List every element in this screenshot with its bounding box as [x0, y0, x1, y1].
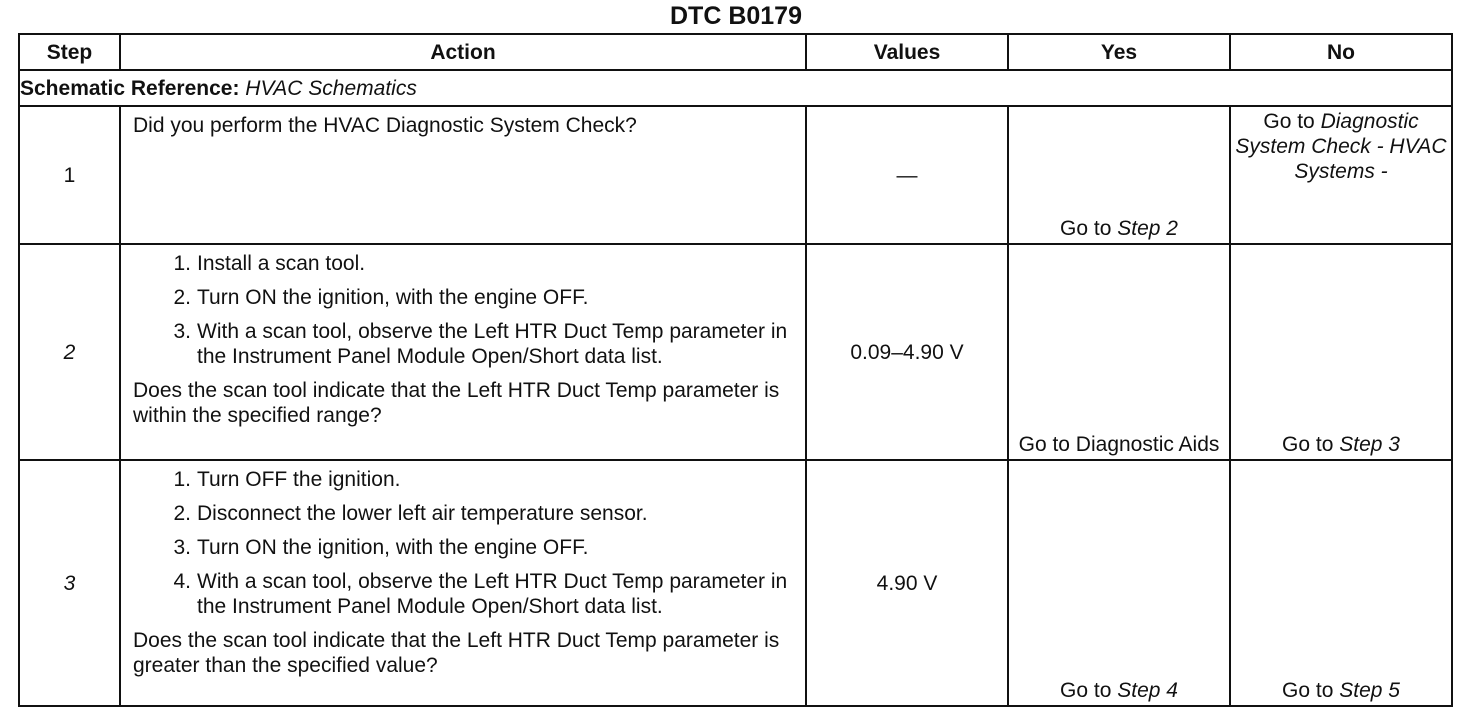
table-row-step-3 [19, 460, 1452, 706]
yes-prefix: Go to [1060, 217, 1112, 240]
no-cell [1230, 106, 1452, 244]
no-prefix: Go to [1263, 110, 1315, 133]
action-question: Does the scan tool indicate that the Left HTR Duct Temp parameter is greater than the specified value? [133, 629, 780, 677]
no-prefix: Go to [1282, 433, 1334, 456]
list-item: 3. With a scan tool, observe the Left HTR Duct Temp parameter in the Instrument Panel Module Open/Short data list. [173, 320, 788, 368]
no-cell [1230, 244, 1452, 460]
table-row-step-1 [19, 106, 1452, 244]
step-number: 2 [19, 244, 120, 460]
list-item: 3. Turn ON the ignition, with the engine OFF. [173, 536, 589, 559]
table-row-step-2 [19, 244, 1452, 460]
action-cell [120, 106, 806, 244]
action-question: Did you perform the HVAC Diagnostic System Check? [133, 114, 637, 137]
yes-cell [1008, 106, 1230, 244]
column-header-no: No [1230, 34, 1452, 70]
document-title: DTC B0179 [670, 2, 802, 30]
list-item: 2. Turn ON the ignition, with the engine OFF. [173, 286, 589, 309]
action-cell [120, 460, 806, 706]
no-step-link[interactable]: Diagnostic System Check - HVAC Systems - [1235, 110, 1447, 183]
yes-cell [1008, 244, 1230, 460]
step-number: 3 [19, 460, 120, 706]
schematic-reference [19, 70, 1452, 106]
schematic-reference-link[interactable]: HVAC Schematics [245, 76, 417, 100]
action-question: Does the scan tool indicate that the Left HTR Duct Temp parameter is within the specified range? [133, 379, 780, 427]
yes-prefix: Go to [1060, 679, 1112, 702]
list-item: 1. Turn OFF the ignition. [173, 468, 401, 491]
yes-cell [1008, 460, 1230, 706]
no-step-link[interactable]: Step 3 [1339, 433, 1400, 456]
no-step-link[interactable]: Step 5 [1339, 679, 1400, 702]
substep-list [133, 467, 795, 619]
value-cell: — [806, 106, 1008, 244]
no-prefix: Go to [1282, 679, 1334, 702]
no-cell [1230, 460, 1452, 706]
yes-step-link[interactable]: Step 4 [1117, 679, 1178, 702]
diagnostic-table [18, 33, 1453, 707]
yes-step-link[interactable]: Go to Diagnostic Aids [1018, 433, 1220, 456]
step-number: 1 [19, 106, 120, 244]
yes-step-link[interactable]: Step 2 [1117, 217, 1178, 240]
substep-list [133, 251, 795, 369]
list-item: 2. Disconnect the lower left air temperature sensor. [173, 502, 648, 525]
column-header-yes: Yes [1008, 34, 1230, 70]
column-header-values: Values [806, 34, 1008, 70]
schematic-reference-row [19, 70, 1452, 106]
column-header-step: Step [19, 34, 120, 70]
list-item: 4. With a scan tool, observe the Left HTR Duct Temp parameter in the Instrument Panel Module Open/Short data list. [173, 570, 788, 618]
action-cell [120, 244, 806, 460]
value-cell: 0.09–4.90 V [806, 244, 1008, 460]
list-item: 1. Install a scan tool. [173, 252, 366, 275]
value-cell: 4.90 V [806, 460, 1008, 706]
table-header-row [19, 34, 1452, 70]
column-header-action: Action [120, 34, 806, 70]
schematic-reference-label: Schematic Reference: [20, 76, 240, 100]
